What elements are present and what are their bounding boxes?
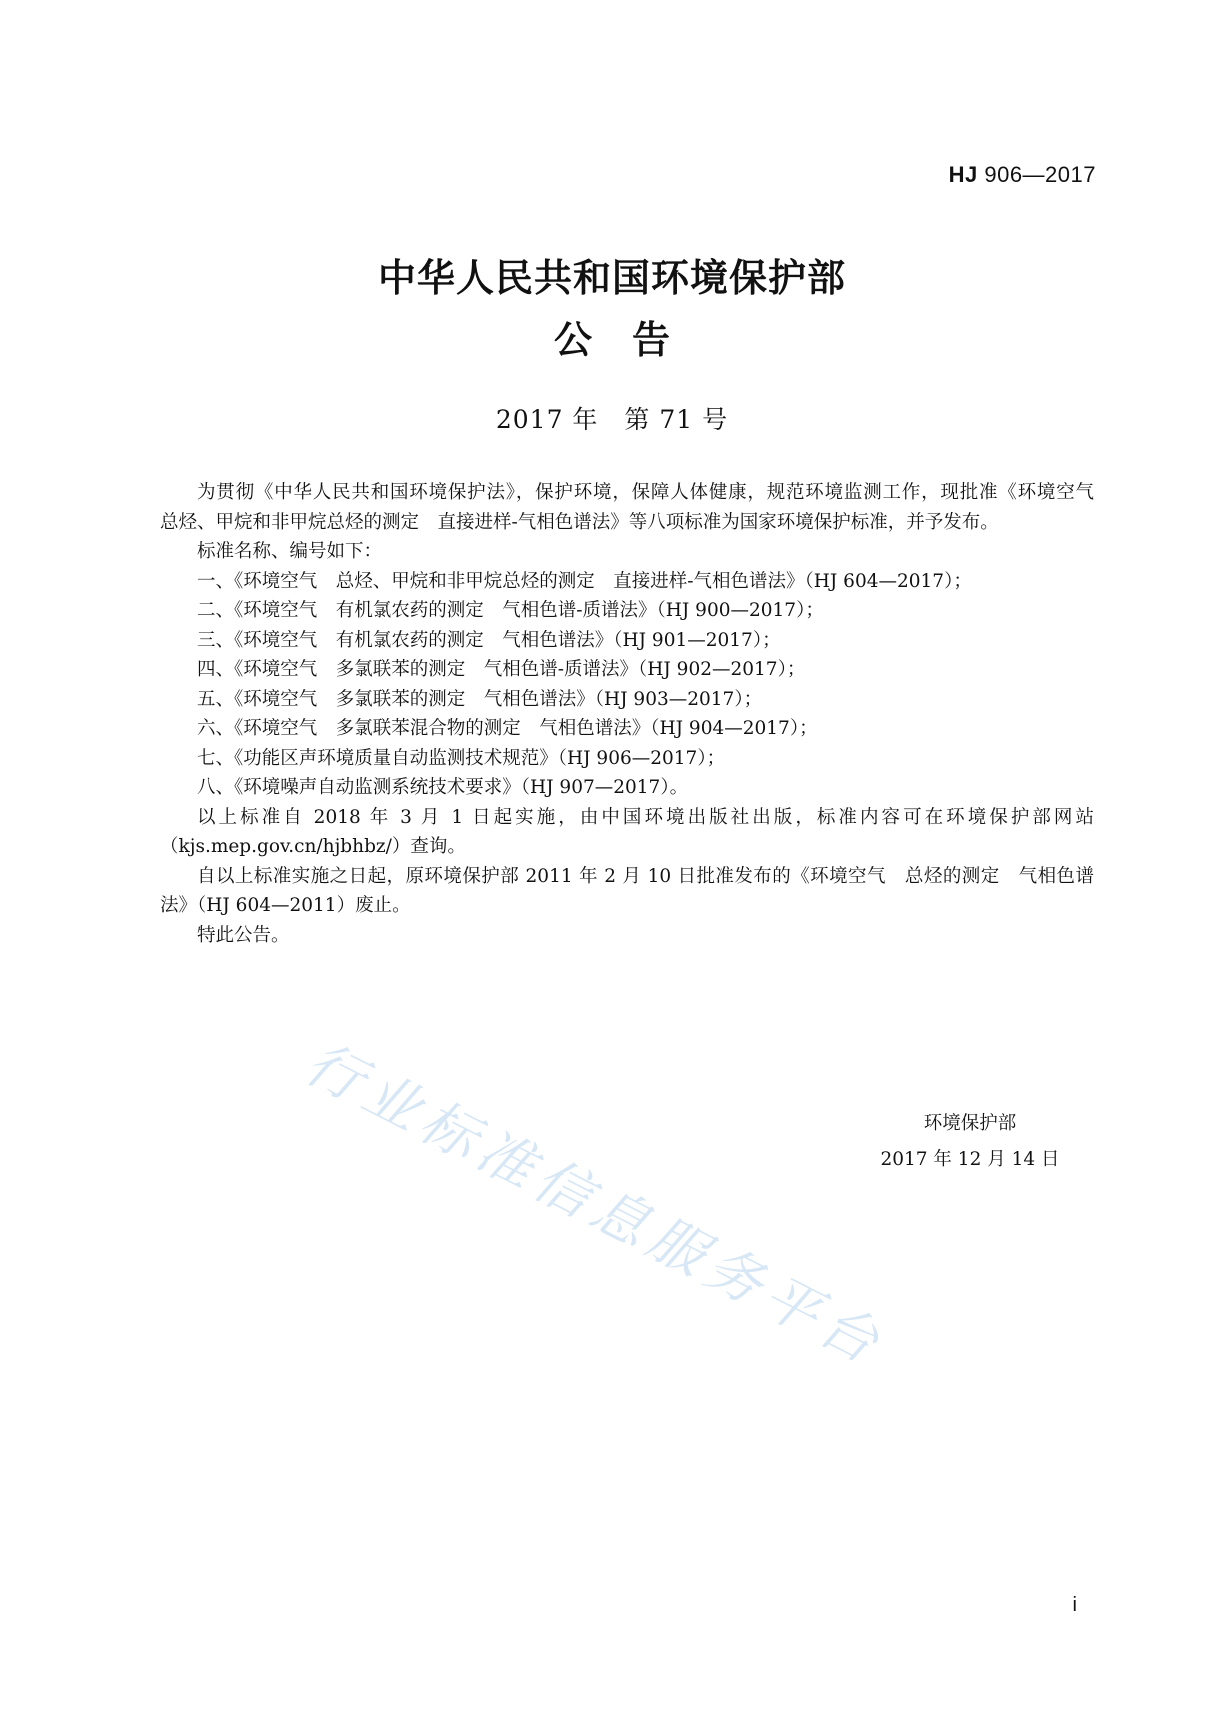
list-item: 五、《环境空气 多氯联苯的测定 气相色谱法》（HJ 903—2017）； bbox=[197, 688, 763, 710]
repeal-paragraph: 自以上标准实施之日起，原环境保护部 2011 年 2 月 10 日批准发布的《环境空气 总烃的测定 气相色谱法》（HJ 604—2011）废止。 bbox=[160, 865, 1094, 916]
issue-date: 2017 年 12 月 14 日 bbox=[880, 1149, 1060, 1170]
list-item: 三、《环境空气 有机氯农药的测定 气相色谱法》（HJ 901—2017）； bbox=[197, 629, 781, 651]
watermark: 行业标准信息服务平台 bbox=[295, 1030, 895, 1380]
list-item: 四、《环境空气 多氯联苯的测定 气相色谱-质谱法》（HJ 902—2017）； bbox=[197, 659, 806, 680]
announcement-title: 公告 bbox=[553, 318, 710, 362]
issuer-name: 环境保护部 bbox=[923, 1113, 1017, 1134]
announcement-body bbox=[160, 478, 1113, 950]
page-number: i bbox=[1072, 1594, 1077, 1616]
list-heading: 标准名称、编号如下： bbox=[197, 541, 383, 562]
standard-code-prefix: HJ bbox=[948, 162, 978, 187]
closing-line: 特此公告。 bbox=[197, 924, 290, 946]
list-item: 八、《环境噪声自动监测系统技术要求》（HJ 907—2017）。 bbox=[197, 777, 689, 798]
title-block bbox=[0, 250, 1224, 438]
announcement-number: 2017 年 第 71 号 bbox=[495, 405, 729, 434]
issuing-authority-title: 中华人民共和国环境保护部 bbox=[377, 256, 846, 300]
list-item: 六、《环境空气 多氯联苯混合物的测定 气相色谱法》（HJ 904—2017）； bbox=[197, 718, 818, 739]
list-item: 二、《环境空气 有机氯农药的测定 气相色谱-质谱法》（HJ 900—2017）； bbox=[197, 600, 824, 621]
list-item: 一、《环境空气 总烃、甲烷和非甲烷总烃的测定 直接进样-气相色谱法》（HJ 604—2017）； bbox=[197, 570, 972, 592]
standard-code-number: 906—2017 bbox=[977, 162, 1096, 187]
effective-date-paragraph: 以上标准自 2018 年 3 月 1 日起实施，由中国环境出版社出版，标准内容可在环境保护部网站（kjs.mep.gov.cn/hjbhbz/）查询。 bbox=[160, 806, 1094, 857]
signature-block bbox=[860, 1106, 1080, 1178]
list-item: 七、《功能区声环境质量自动监测技术规范》（HJ 906—2017）； bbox=[197, 747, 726, 769]
intro-paragraph: 为贯彻《中华人民共和国环境保护法》，保护环境，保障人体健康，规范环境监测工作，现批准《环境空气 总烃、甲烷和非甲烷总烃的测定 直接进样-气相色谱法》等八项标准为国家环境保护标准，并予发布。 bbox=[160, 482, 1113, 533]
standard-code bbox=[949, 162, 1096, 188]
